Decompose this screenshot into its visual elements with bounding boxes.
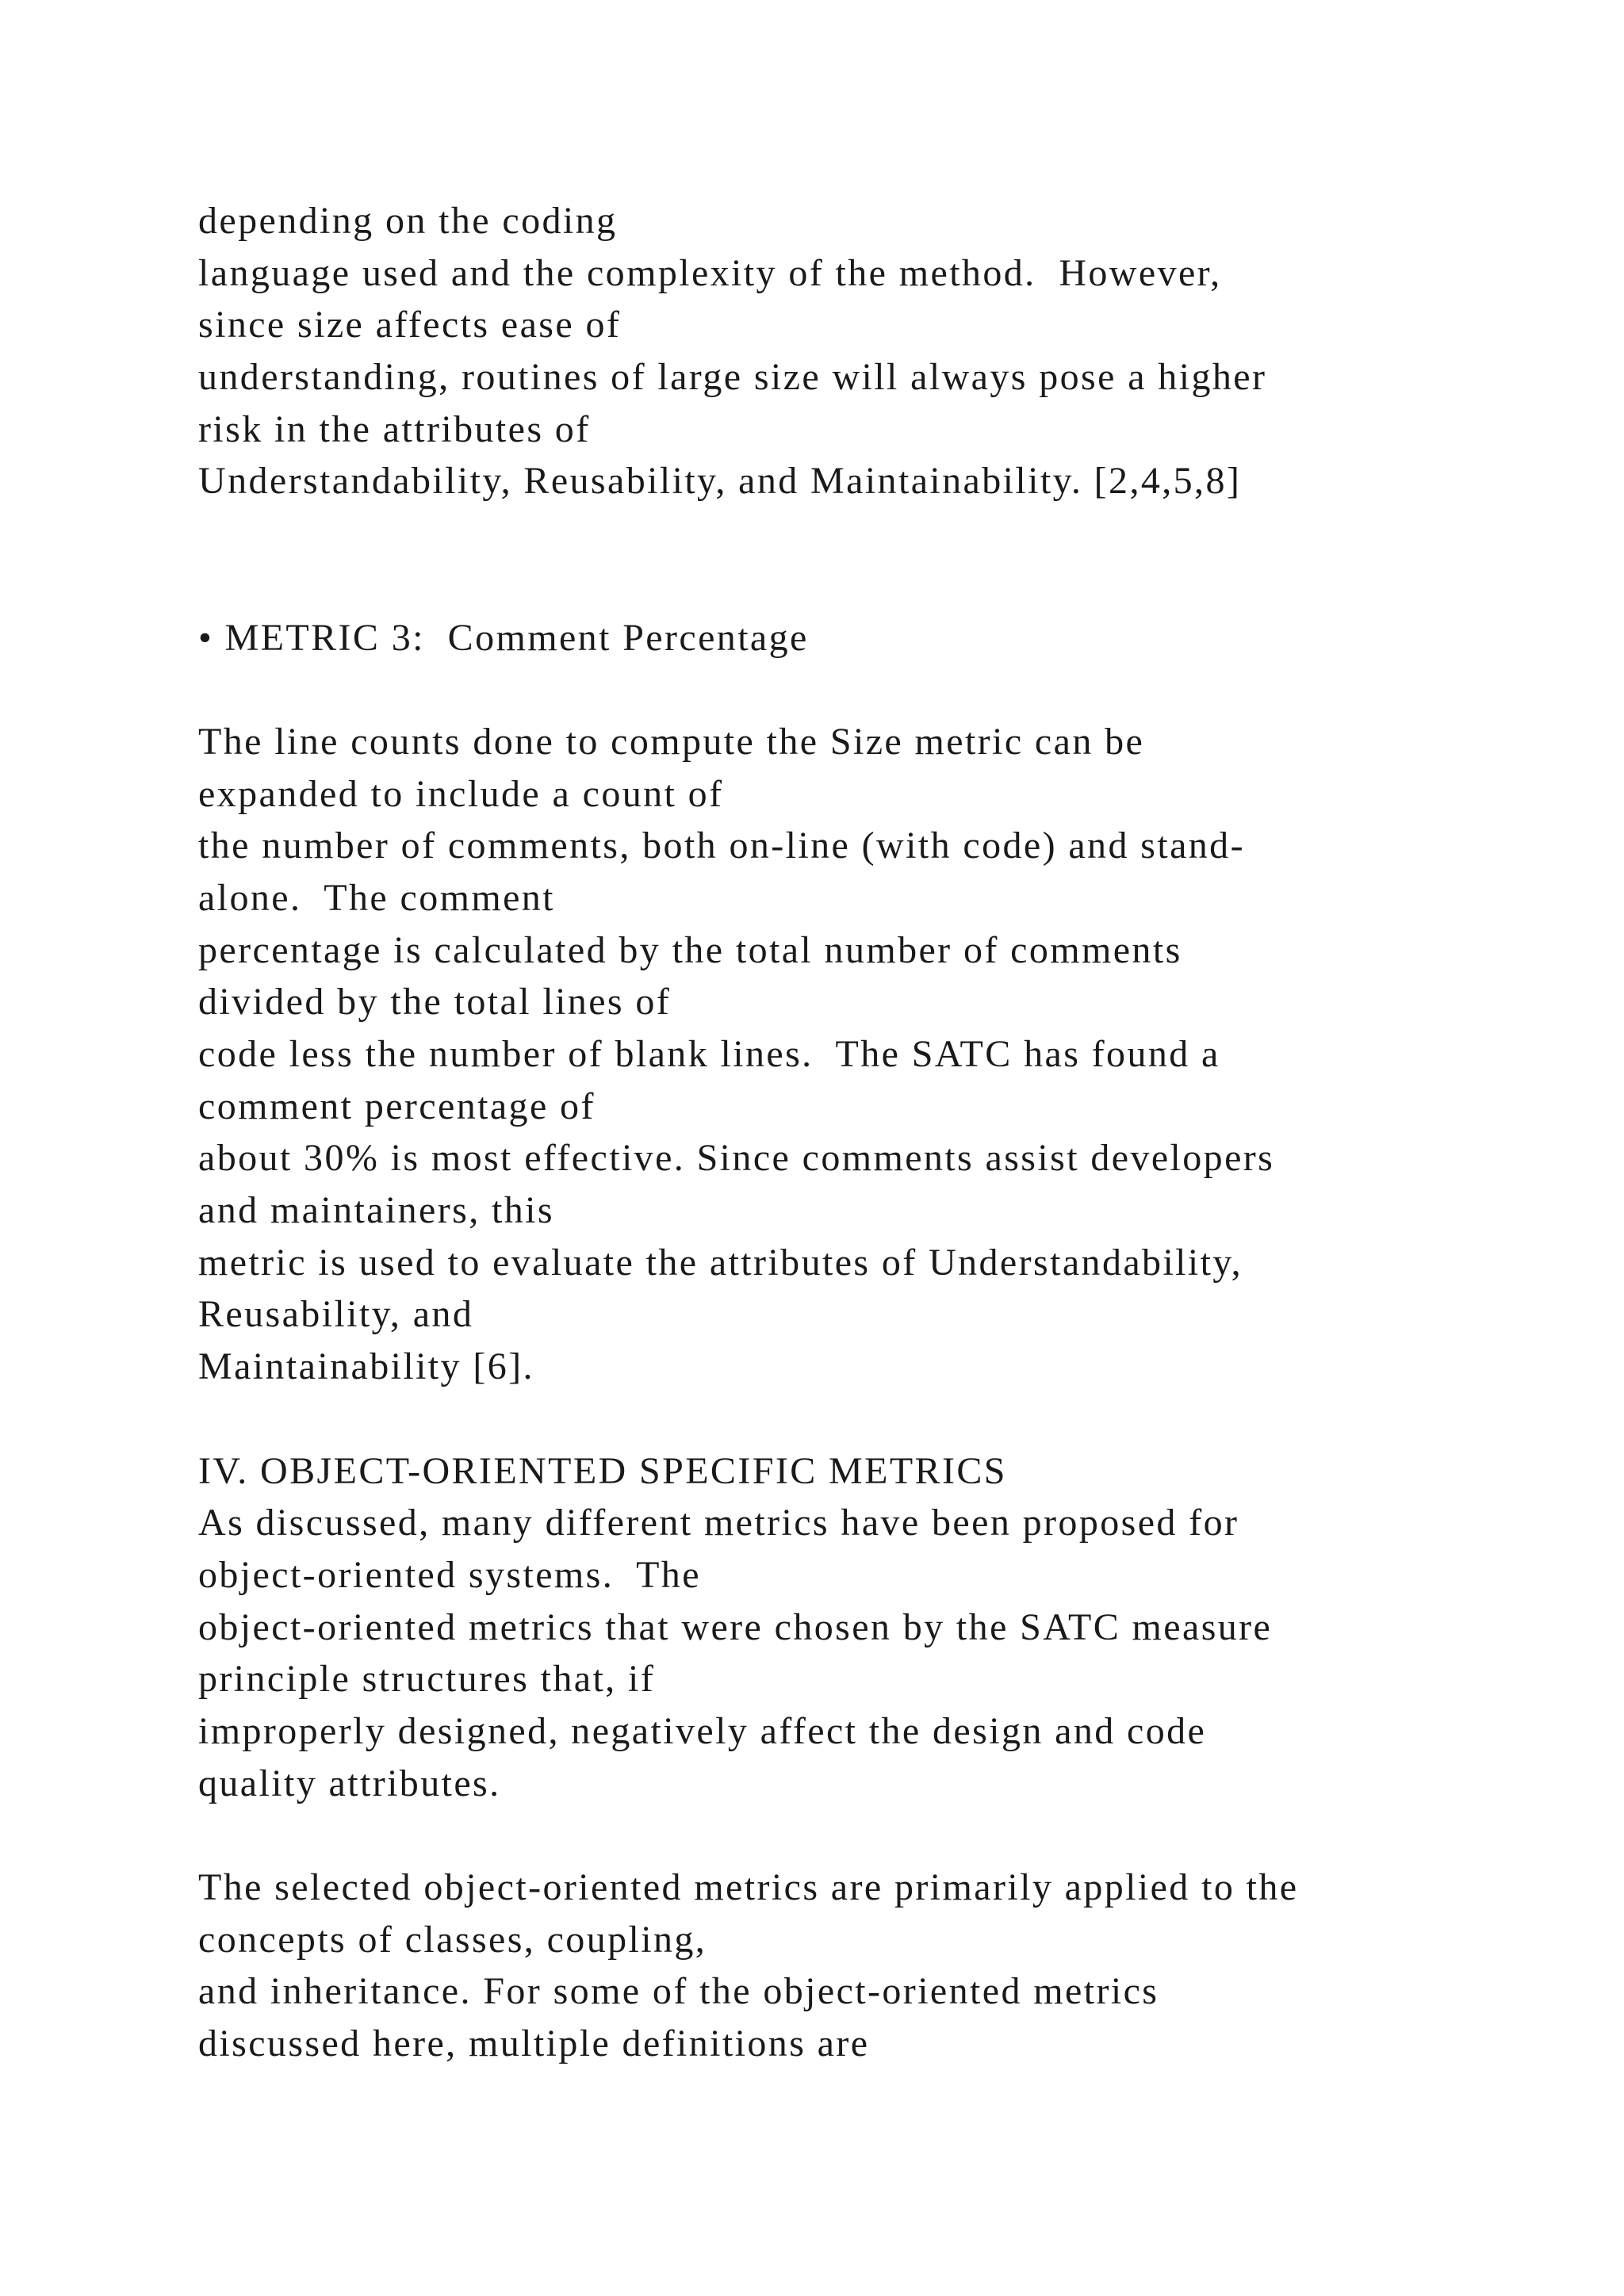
text-line: quality attributes.	[198, 1762, 501, 1804]
text-line: principle structures that, if	[198, 1658, 656, 1701]
text-line: and inheritance. For some of the object-oriented metrics	[198, 1970, 1159, 2013]
text-line: risk in the attributes of	[198, 408, 591, 450]
text-line: As discussed, many different metrics have been proposed for	[198, 1502, 1239, 1544]
text-line: object-oriented metrics that were chosen by the SATC measure	[198, 1605, 1273, 1648]
text-line: the number of comments, both on-line (with code) and stand-	[198, 825, 1245, 867]
blank-line	[198, 1809, 1562, 1862]
text-line: comment percentage of	[198, 1085, 596, 1127]
text-line: code less the number of blank lines. The SATC has found a	[198, 1033, 1220, 1075]
text-line: depending on the coding	[198, 200, 618, 242]
section-heading-object-oriented-metrics: IV. OBJECT-ORIENTED SPECIFIC METRICS	[198, 1449, 1007, 1492]
text-line: language used and the complexity of the method. However,	[198, 251, 1222, 294]
text-line: The selected object-oriented metrics are primarily applied to the	[198, 1866, 1299, 1908]
text-line: metric is used to evaluate the attributes of Understandability,	[198, 1241, 1243, 1284]
text-line: divided by the total lines of	[198, 981, 672, 1024]
text-line: improperly designed, negatively affect the design and code	[198, 1709, 1207, 1752]
text-line: percentage is calculated by the total number of comments	[198, 928, 1182, 971]
text-line: discussed here, multiple definitions are	[198, 2022, 870, 2065]
text-line: concepts of classes, coupling,	[198, 1918, 707, 1961]
text-line: and maintainers, this	[198, 1189, 554, 1232]
section-heading-metric-3: • METRIC 3: Comment Percentage	[198, 616, 809, 659]
text-line: object-oriented systems. The	[198, 1553, 701, 1596]
blank-line	[198, 507, 1562, 560]
blank-line	[198, 1393, 1562, 1445]
blank-line	[198, 664, 1562, 716]
text-line: understanding, routines of large size will always pose a higher	[198, 356, 1267, 399]
text-line: Maintainability [6].	[198, 1345, 534, 1388]
text-line: alone. The comment	[198, 876, 555, 919]
blank-line	[198, 560, 1562, 612]
text-line: since size affects ease of	[198, 304, 622, 346]
text-line: Reusability, and	[198, 1293, 474, 1336]
text-line: The line counts done to compute the Size metric can be	[198, 720, 1145, 763]
document-body	[198, 195, 1562, 2070]
text-line: Understandability, Reusability, and Maintainability. [2,4,5,8]	[198, 460, 1242, 503]
text-line: expanded to include a count of	[198, 772, 724, 815]
text-line: about 30% is most effective. Since comments assist developers	[198, 1137, 1275, 1180]
